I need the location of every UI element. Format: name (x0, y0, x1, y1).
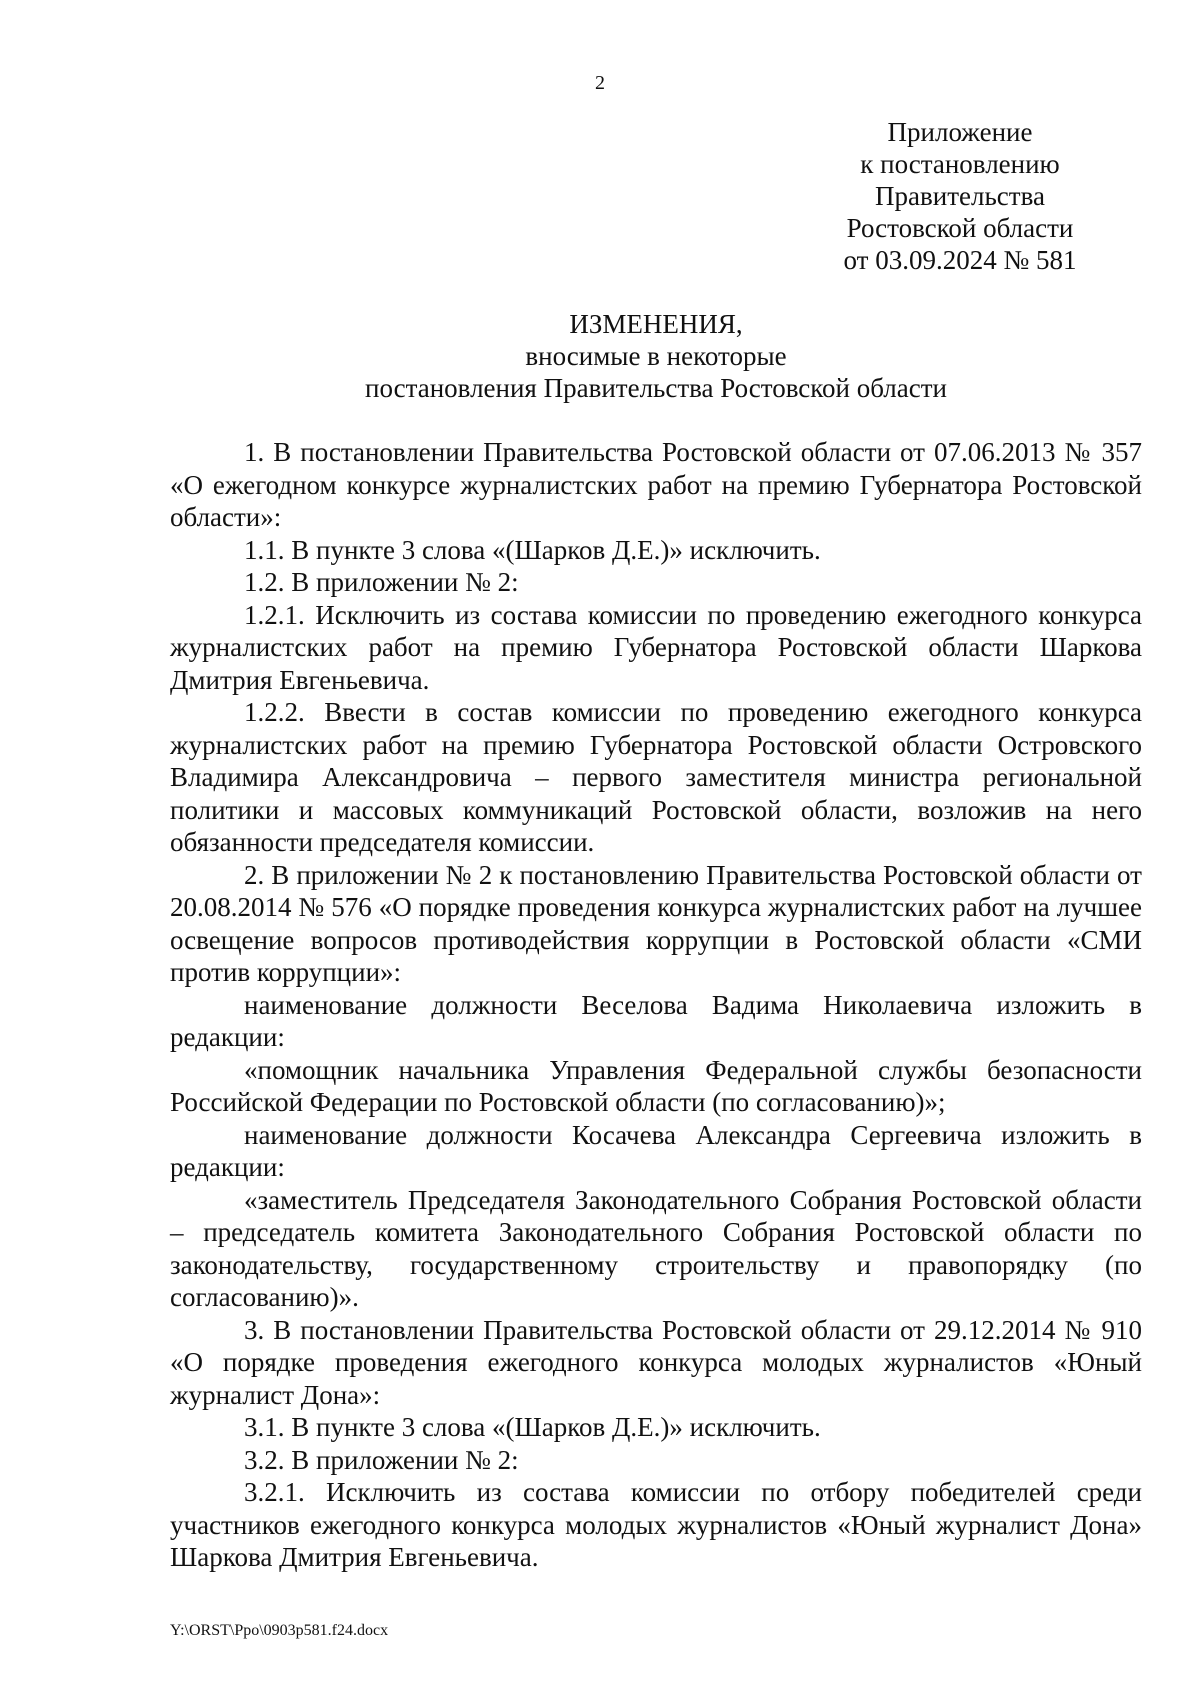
paragraph: 3. В постановлении Правительства Ростовской области от 29.12.2014 № 910 «О порядке проведения ежегодного конкурса молодых журналистов «Юный журналист Дона»: (170, 1314, 1142, 1410)
appendix-line: Приложение (887, 117, 1033, 147)
paragraph: 1.2. В приложении № 2: (244, 567, 519, 597)
heading-subtitle: вносимые в некоторые (525, 341, 787, 371)
paragraph: «заместитель Председателя Законодательного Собрания Ростовской области – председатель комитета Законодательного Собрания Ростовской области по законодательству, государственному строительству и правопорядку (по согласованию)». (170, 1184, 1142, 1312)
paragraph: 3.1. В пункте 3 слова «(Шарков Д.Е.)» исключить. (244, 1412, 821, 1442)
appendix-line: от 03.09.2024 № 581 (843, 245, 1077, 275)
appendix-block (820, 116, 1100, 276)
document-heading (170, 308, 1142, 404)
page-number: 2 (595, 72, 605, 94)
document-body (170, 436, 1142, 1574)
paragraph: 1.1. В пункте 3 слова «(Шарков Д.Е.)» исключить. (244, 534, 821, 565)
appendix-line: Правительства (875, 181, 1045, 211)
paragraph: 3.2.1. Исключить из состава комиссии по отбору победителей среди участников ежегодного конкурса молодых журналистов «Юный журналист Дона» Шаркова Дмитрия Евгеньевича. (170, 1477, 1142, 1572)
footer-file-path: Y:\ORST\Ppo\0903p581.f24.docx (170, 1622, 389, 1639)
paragraph: наименование должности Косачева Александра Сергеевича изложить в редакции: (170, 1119, 1142, 1182)
heading-subtitle: постановления Правительства Ростовской области (365, 373, 947, 403)
paragraph: 1. В постановлении Правительства Ростовской области от 07.06.2013 № 357 «О ежегодном конкурсе журналистских работ на премию Губернатора Ростовской области»: (170, 437, 1142, 532)
appendix-line: Ростовской области (846, 213, 1074, 243)
paragraph: 1.2.2. Ввести в состав комиссии по проведению ежегодного конкурса журналистских работ на премию Губернатора Ростовской области Островского Владимира Александровича – первого заместителя министра региональной политики и массовых коммуникаций Ростовской области, возложив на него обязанности председателя комиссии. (170, 697, 1142, 857)
paragraph: «помощник начальника Управления Федеральной службы безопасности Российской Федерации по Ростовской области (по согласованию)»; (170, 1054, 1142, 1117)
paragraph: 3.2. В приложении № 2: (244, 1444, 519, 1475)
paragraph: 1.2.1. Исключить из состава комиссии по проведению ежегодного конкурса журналистских работ на премию Губернатора Ростовской области Шаркова Дмитрия Евгеньевича. (170, 599, 1142, 695)
appendix-line: к постановлению (860, 149, 1060, 179)
heading-title: ИЗМЕНЕНИЯ, (569, 309, 743, 339)
paragraph: 2. В приложении № 2 к постановлению Правительства Ростовской области от 20.08.2014 № 576 «О порядке проведения конкурса журналистских работ на лучшее освещение вопросов противодействия коррупции в Ростовской области «СМИ против коррупции»: (170, 859, 1142, 987)
paragraph: наименование должности Веселова Вадима Николаевича изложить в редакции: (170, 989, 1142, 1052)
